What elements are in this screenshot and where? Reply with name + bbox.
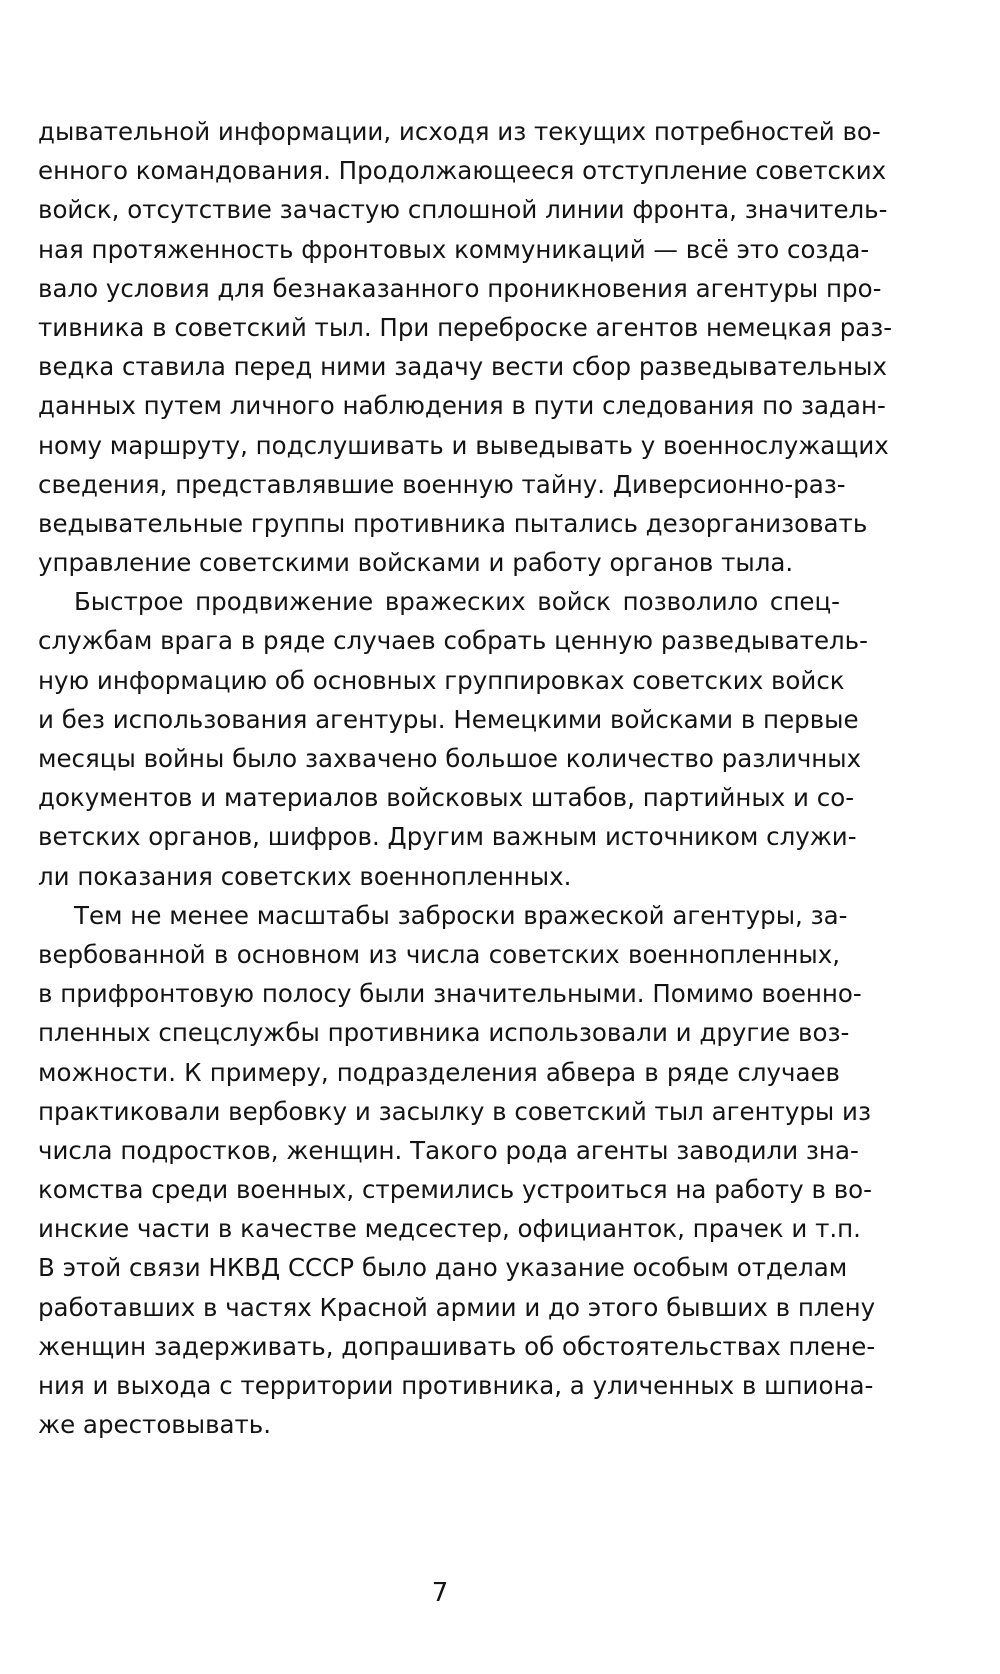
p1-line-4: ная протяженность фронтовых коммуникаций — всё это созда- <box>38 234 870 264</box>
p1-line-9: ному маршруту, подслушивать и выведывать у военнослужащих <box>38 430 889 460</box>
p2-line-2: службам врага в ряде случаев собрать ценную разведыватель- <box>38 626 868 656</box>
p2-line-7: ветских органов, шифров. Другим важным источником служи- <box>38 822 857 852</box>
p2-line-3: ную информацию об основных группировках советских войск <box>38 665 845 695</box>
p1-line-3: войск, отсутствие зачастую сплошной линии фронта, значитель- <box>38 195 888 225</box>
p1-line-10: сведения, представлявшие военную тайну. Диверсионно-раз- <box>38 469 846 499</box>
p3-line-13: ния и выхода с территории противника, а уличенных в шпиона- <box>38 1371 874 1400</box>
p1-line-11: ведывательные группы противника пытались дезорганизовать <box>38 508 868 538</box>
p3-line-10: В этой связи НКВД СССР было дано указание особым отделам <box>38 1253 848 1283</box>
p3-line-14: же арестовывать. <box>38 1410 272 1440</box>
p3-line-1: Тем не менее масштабы заброски вражеской агентуры, за- <box>74 900 848 930</box>
p3-line-3: в прифронтовую полосу были значительными. Помимо военно- <box>38 979 862 1009</box>
p3-line-2: вербованной в основном из числа советских военнопленных, <box>38 939 840 969</box>
p1-line-2: енного командования. Продолжающееся отступление советских <box>38 156 887 186</box>
p1-line-7: ведка ставила перед ними задачу вести сбор разведывательных <box>38 352 887 382</box>
p3-line-11: работавших в частях Красной армии и до этого бывших в плену <box>38 1292 876 1322</box>
p2-line-6: документов и материалов войсковых штабов, партийных и со- <box>38 783 855 813</box>
p1-line-12: управление советскими войсками и работу органов тыла. <box>38 548 794 578</box>
page-number: 7 <box>431 1578 449 1608</box>
body-text <box>38 112 893 1444</box>
p3-line-8: комства среди военных, стремились устроиться на работу в во- <box>38 1175 872 1205</box>
p1-line-1: дывательной информации, исходя из текущих потребностей во- <box>38 117 881 146</box>
p3-line-6: практиковали вербовку и засылку в советский тыл агентуры из <box>38 1096 871 1126</box>
p1-line-8: данных путем личного наблюдения в пути следования по задан- <box>38 391 886 421</box>
p2-line-5: месяцы войны было захвачено большое количество различных <box>38 744 862 773</box>
p3-line-7: числа подростков, женщин. Такого рода агенты заводили зна- <box>38 1135 859 1165</box>
p1-line-5: вало условия для безнаказанного проникновения агентуры про- <box>38 273 882 303</box>
p3-line-4: пленных спецслужбы противника использовали и другие воз- <box>38 1018 850 1048</box>
p2-line-1: Быстрое продвижение вражеских войск позволило спец- <box>74 587 840 617</box>
p3-line-5: можности. К примеру, подразделения абвера в ряде случаев <box>38 1057 840 1087</box>
p3-line-9: инские части в качестве медсестер, официанток, прачек и т.п. <box>38 1214 861 1244</box>
p3-line-12: женщин задерживать, допрашивать об обстоятельствах плене- <box>38 1331 876 1361</box>
p1-line-6: тивника в советский тыл. При переброске агентов немецкая раз- <box>38 312 893 342</box>
p2-line-8: ли показания советских военнопленных. <box>38 861 572 891</box>
p2-line-4: и без использования агентуры. Немецкими войсками в первые <box>38 704 859 734</box>
